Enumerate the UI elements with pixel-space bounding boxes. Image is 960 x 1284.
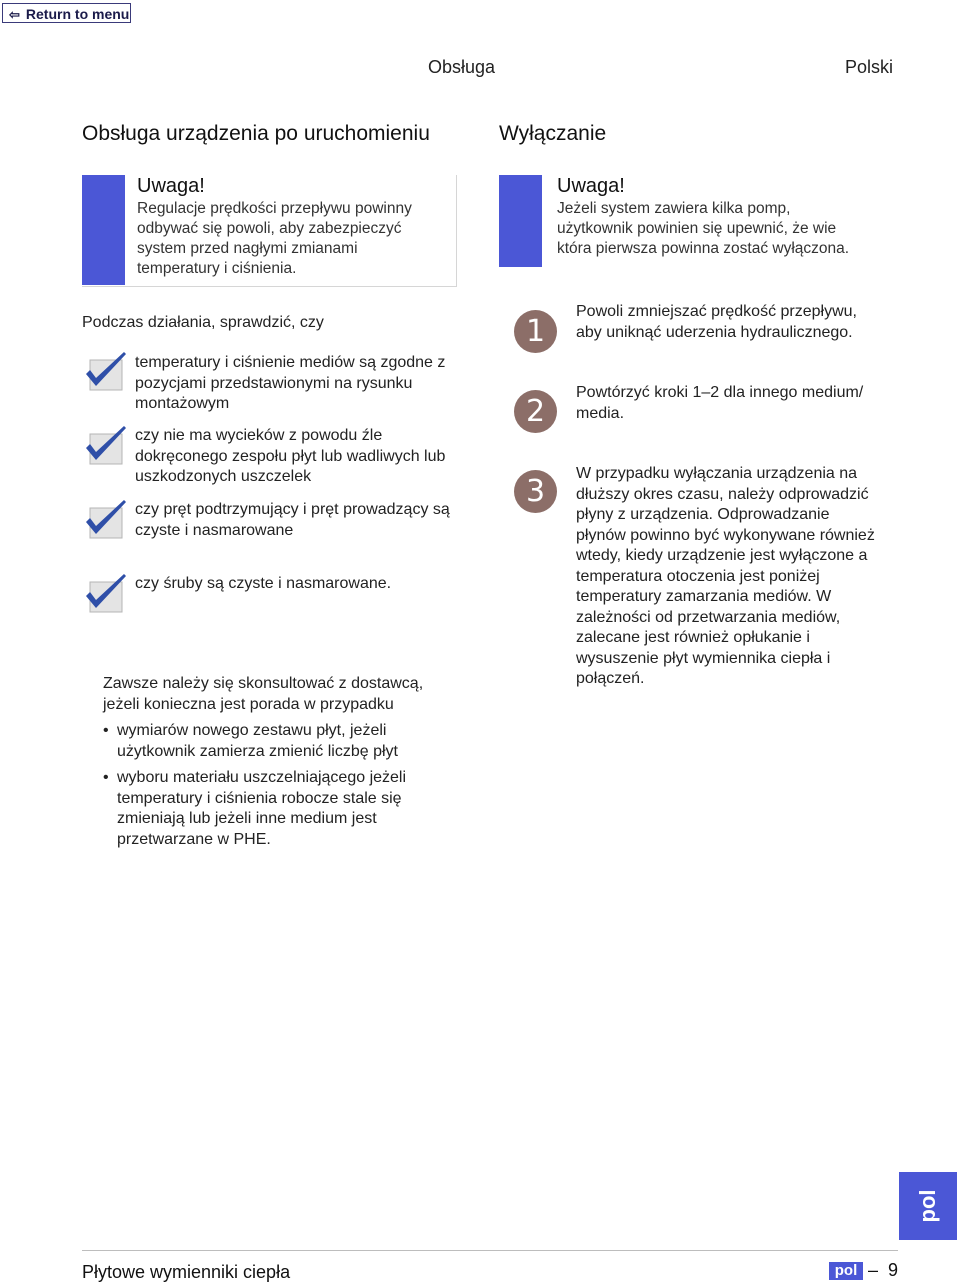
check-item	[135, 500, 450, 541]
footer-title: Płytowe wymienniki ciepła	[82, 1262, 291, 1282]
list-item	[103, 768, 473, 850]
check-line: uszkodzonych uszczelek	[135, 468, 312, 485]
step-number-badge: 3	[514, 470, 557, 513]
step-line: dłuższy okres czasu, należy odprowadzić	[576, 485, 869, 503]
list-line: przetwarzane w PHE.	[117, 830, 271, 848]
consult-line: Zawsze należy się skonsultować z dostawcą,	[103, 675, 424, 692]
list-line: użytkownik zamierza zmienić liczbę płyt	[117, 742, 398, 760]
language-side-tab	[899, 1172, 957, 1240]
note-line: która pierwsza powinna zostać wyłączona.	[557, 240, 850, 257]
list-line: • wymiarów nowego zestawu płyt, jeżeli	[117, 722, 387, 739]
note-box-left	[82, 175, 457, 287]
language-side-tab-label: pol	[915, 1189, 940, 1223]
page-separator: –	[868, 1260, 879, 1280]
note-text	[557, 199, 897, 259]
step-line: płynów powinno być wykonywane również	[576, 526, 875, 544]
right-heading: Wyłączanie	[499, 122, 607, 145]
step-number-badge: 2	[514, 390, 557, 433]
check-line: montażowym	[135, 395, 230, 412]
step-text	[576, 302, 896, 343]
check-line: czy pręt podtrzymujący i pręt prowadzący są	[135, 501, 450, 518]
page-number-value: 9	[888, 1260, 899, 1280]
check-line: czyste i nasmarowane	[135, 521, 294, 539]
check-line: dokręconego zespołu płyt lub wadliwych lub	[135, 447, 446, 465]
step-line: temperatury zamarzania mediów. W	[576, 588, 832, 605]
note-title: Uwaga!	[557, 175, 625, 197]
step-line: aby uniknąć uderzenia hydraulicznego.	[576, 323, 853, 341]
consult-line: jeżeli konieczna jest porada w przypadku	[103, 695, 394, 713]
check-item	[135, 426, 445, 488]
consult-block	[103, 674, 473, 856]
left-heading: Obsługa urządzenia po uruchomieniu	[82, 122, 430, 145]
check-item	[135, 574, 391, 595]
note-marker	[82, 175, 125, 285]
note-text	[137, 199, 452, 279]
language-code-badge: pol	[829, 1262, 863, 1280]
return-to-menu-button[interactable]	[2, 3, 131, 23]
list-item	[103, 721, 473, 762]
check-line: czy nie ma wycieków z powodu źle	[135, 427, 383, 444]
note-marker	[499, 175, 542, 267]
check-line: czy śruby są czyste i nasmarowane.	[135, 575, 392, 592]
note-line: system przed nagłymi zmianami	[137, 240, 358, 257]
checkmark-icon	[84, 352, 128, 392]
consult-list	[103, 721, 473, 850]
step-line: W przypadku wyłączania urządzenia na	[576, 465, 858, 482]
footer-divider	[82, 1250, 898, 1251]
note-line: odbywać się powoli, aby zabezpieczyć	[137, 220, 402, 237]
note-box-right	[499, 175, 899, 267]
step-line: płyny z urządzenia. Odprowadzanie	[576, 506, 830, 523]
return-to-menu-label: Return to menu	[25, 6, 130, 22]
checkmark-icon	[84, 426, 128, 466]
back-arrow-icon: ⇦	[9, 7, 20, 22]
note-title: Uwaga!	[137, 175, 205, 197]
step-line: Powoli zmniejszać prędkość przepływu,	[576, 303, 857, 320]
step-text	[576, 383, 896, 424]
step-line: media.	[576, 404, 625, 422]
step-line: Powtórzyć kroki 1–2 dla innego medium/	[576, 384, 864, 401]
note-line: Regulacje prędkości przepływu powinny	[137, 200, 412, 217]
step-line: wtedy, kiedy urządzenie jest wyłączone a	[576, 547, 868, 564]
list-line: zmieniają lub jeżeli inne medium jest	[117, 810, 377, 827]
step-line: zalecane jest również opłukanie i	[576, 629, 810, 646]
note-line: temperatury i ciśnienia.	[137, 260, 297, 277]
list-line: • wyboru materiału uszczelniającego jeżeli	[117, 769, 407, 786]
check-line: pozycjami przedstawionymi na rysunku	[135, 374, 413, 392]
check-item	[135, 353, 445, 415]
check-line: temperatury i ciśnienie mediów są zgodne z	[135, 354, 446, 371]
header-language: Polski	[845, 57, 894, 77]
note-line: użytkownik powinien się upewnić, że wie	[557, 220, 837, 237]
step-line: temperatura otoczenia jest poniżej	[576, 567, 820, 585]
checkmark-icon	[84, 574, 128, 614]
step-line: wysuszenie płyt wymiennika ciepła i	[576, 649, 831, 667]
list-line: temperatury i ciśnienia robocze stale się	[117, 789, 402, 807]
page-number	[868, 1260, 898, 1281]
step-line: zależności od przetwarzania mediów,	[576, 608, 841, 626]
step-line: połączeń.	[576, 670, 645, 687]
step-text	[576, 464, 906, 690]
step-number-badge: 1	[514, 310, 557, 353]
checkmark-icon	[84, 500, 128, 540]
header-section: Obsługa	[428, 57, 496, 77]
intro-text: Podczas działania, sprawdzić, czy	[82, 314, 324, 331]
note-line: Jeżeli system zawiera kilka pomp,	[557, 200, 791, 217]
